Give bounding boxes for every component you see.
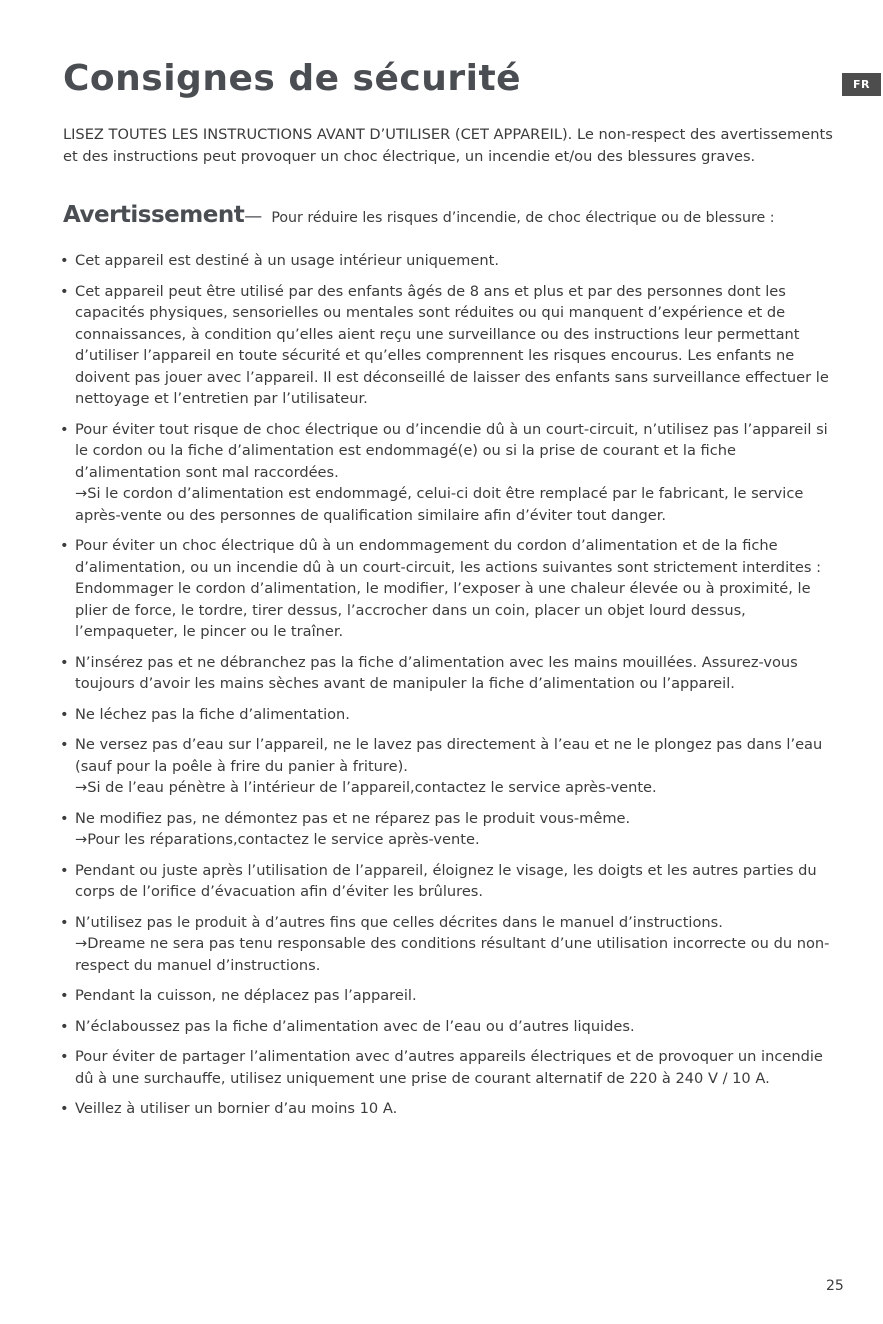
bullet-icon: • (60, 736, 69, 753)
language-badge: FR (842, 73, 881, 96)
bullet-icon: • (60, 705, 69, 723)
item-note: →Si le cordon d’alimentation est endommagé, celui-ci doit être remplacé par le fabricant, le service après-vente ou des personnes de qualification similaire afin d’éviter tout danger. (75, 485, 804, 524)
list-item (60, 808, 830, 851)
bullet-icon: • (60, 1017, 69, 1035)
list-item (60, 652, 830, 695)
list-item (60, 704, 830, 726)
safety-list (60, 250, 830, 1129)
page-title: Consignes de sécurité (63, 58, 522, 99)
list-item (60, 860, 830, 903)
item-text: N’éclaboussez pas la fiche d’alimentation avec de l’eau ou d’autres liquides. (75, 1017, 635, 1035)
bullet-icon: • (60, 537, 69, 554)
bullet-icon: • (60, 1048, 69, 1065)
bullet-icon: • (60, 653, 69, 671)
intro-paragraph: LISEZ TOUTES LES INSTRUCTIONS AVANT D’UTILISER (CET APPAREIL). Le non-respect des avertissements et des instructions peut provoquer un choc électrique, un incendie et/ou des blessures graves. (63, 126, 833, 165)
item-text: Ne versez pas d’eau sur l’appareil, ne le lavez pas directement à l’eau et ne le plongez pas dans l’eau (sauf pour la poêle à frire du panier à friture). (75, 736, 823, 775)
item-text: Pour éviter tout risque de choc électrique ou d’incendie dû à un court-circuit, n’utilisez pas l’appareil si le cordon ou la fiche d’alimentation est endommagé(e) ou si la prise de courant et la fiche d’alimentation sont mal raccordées. (75, 420, 828, 481)
bullet-icon: • (60, 420, 69, 438)
item-text: Pour éviter de partager l’alimentation avec d’autres appareils électriques et de provoquer un incendie dû à une surchauffe, utilisez uniquement une prise de courant alternatif de 220 à 240 V / 10 A. (75, 1048, 823, 1087)
bullet-icon: • (60, 809, 69, 827)
item-note: →Si de l’eau pénètre à l’intérieur de l’appareil,contactez le service après-vente. (75, 779, 657, 796)
item-extra: Endommager le cordon d’alimentation, le modifier, l’exposer à une chaleur élevée ou à proximité, le plier de force, le tordre, tirer dessus, l’accrocher dans un coin, placer un objet lourd dessus, l’empaqueter, le pincer ou le traîner. (75, 580, 811, 640)
item-text: Cet appareil peut être utilisé par des enfants âgés de 8 ans et plus et par des personnes dont les capacités physiques, sensorielles ou mentales sont réduites ou qui manquent d’expérience et de connaissances, à condition qu’elles aient reçu une surveillance ou des instructions leur permettant d’utiliser l’appareil en toute sécurité et qu’elles comprennent les risques encourus. Les enfants ne doivent pas jouer avec l’appareil. Il est déconseillé de laisser des enfants sans surveillance effectuer le nettoyage et l’entretien par l’utilisateur. (75, 282, 829, 407)
bullet-icon: • (60, 913, 69, 931)
bullet-icon: • (60, 1100, 69, 1117)
list-item (60, 281, 830, 410)
item-text: Pendant ou juste après l’utilisation de l’appareil, éloignez le visage, les doigts et les autres parties du corps de l’orifice d’évacuation afin d’éviter les brûlures. (75, 861, 817, 900)
bullet-icon: • (60, 987, 69, 1004)
list-item (60, 985, 830, 1007)
item-note: →Dreame ne sera pas tenu responsable des conditions résultant d’une utilisation incorrecte ou du non-respect du manuel d’instructions. (75, 935, 830, 974)
item-text: Pour éviter un choc électrique dû à un endommagement du cordon d’alimentation et de la fiche d’alimentation, ou un incendie dû à un court-circuit, les actions suivantes sont strictement interdites : (75, 537, 821, 576)
item-text: N’insérez pas et ne débranchez pas la fiche d’alimentation avec les mains mouillées. Assurez-vous toujours d’avoir les mains sèches avant de manipuler la fiche d’alimentation ou l’appareil. (75, 653, 798, 692)
warning-heading (63, 199, 863, 234)
item-text: Pendant la cuisson, ne déplacez pas l’appareil. (75, 987, 417, 1004)
item-text: Ne modifiez pas, ne démontez pas et ne réparez pas le produit vous-même. (75, 809, 631, 827)
list-item (60, 734, 830, 799)
item-text: Veillez à utiliser un bornier d’au moins 10 A. (75, 1100, 398, 1117)
bullet-icon: • (60, 252, 69, 269)
list-item (60, 912, 830, 977)
item-text: Cet appareil est destiné à un usage intérieur uniquement. (75, 252, 499, 269)
item-note: →Pour les réparations,contactez le service après-vente. (75, 831, 480, 848)
list-item (60, 250, 830, 272)
list-item (60, 1046, 830, 1089)
page-number: 25 (826, 1278, 844, 1294)
bullet-icon: • (60, 861, 69, 879)
item-text: N’utilisez pas le produit à d’autres fins que celles décrites dans le manuel d’instructions. (75, 913, 723, 931)
list-item (60, 1016, 830, 1038)
warning-dash: — (244, 206, 263, 227)
list-item (60, 1098, 830, 1120)
item-text: Ne léchez pas la fiche d’alimentation. (75, 705, 350, 723)
list-item (60, 419, 830, 527)
warning-title: Avertissement (63, 202, 245, 228)
bullet-icon: • (60, 282, 69, 300)
list-item (60, 535, 830, 643)
warning-subtitle: Pour réduire les risques d’incendie, de choc électrique ou de blessure : (271, 210, 775, 226)
